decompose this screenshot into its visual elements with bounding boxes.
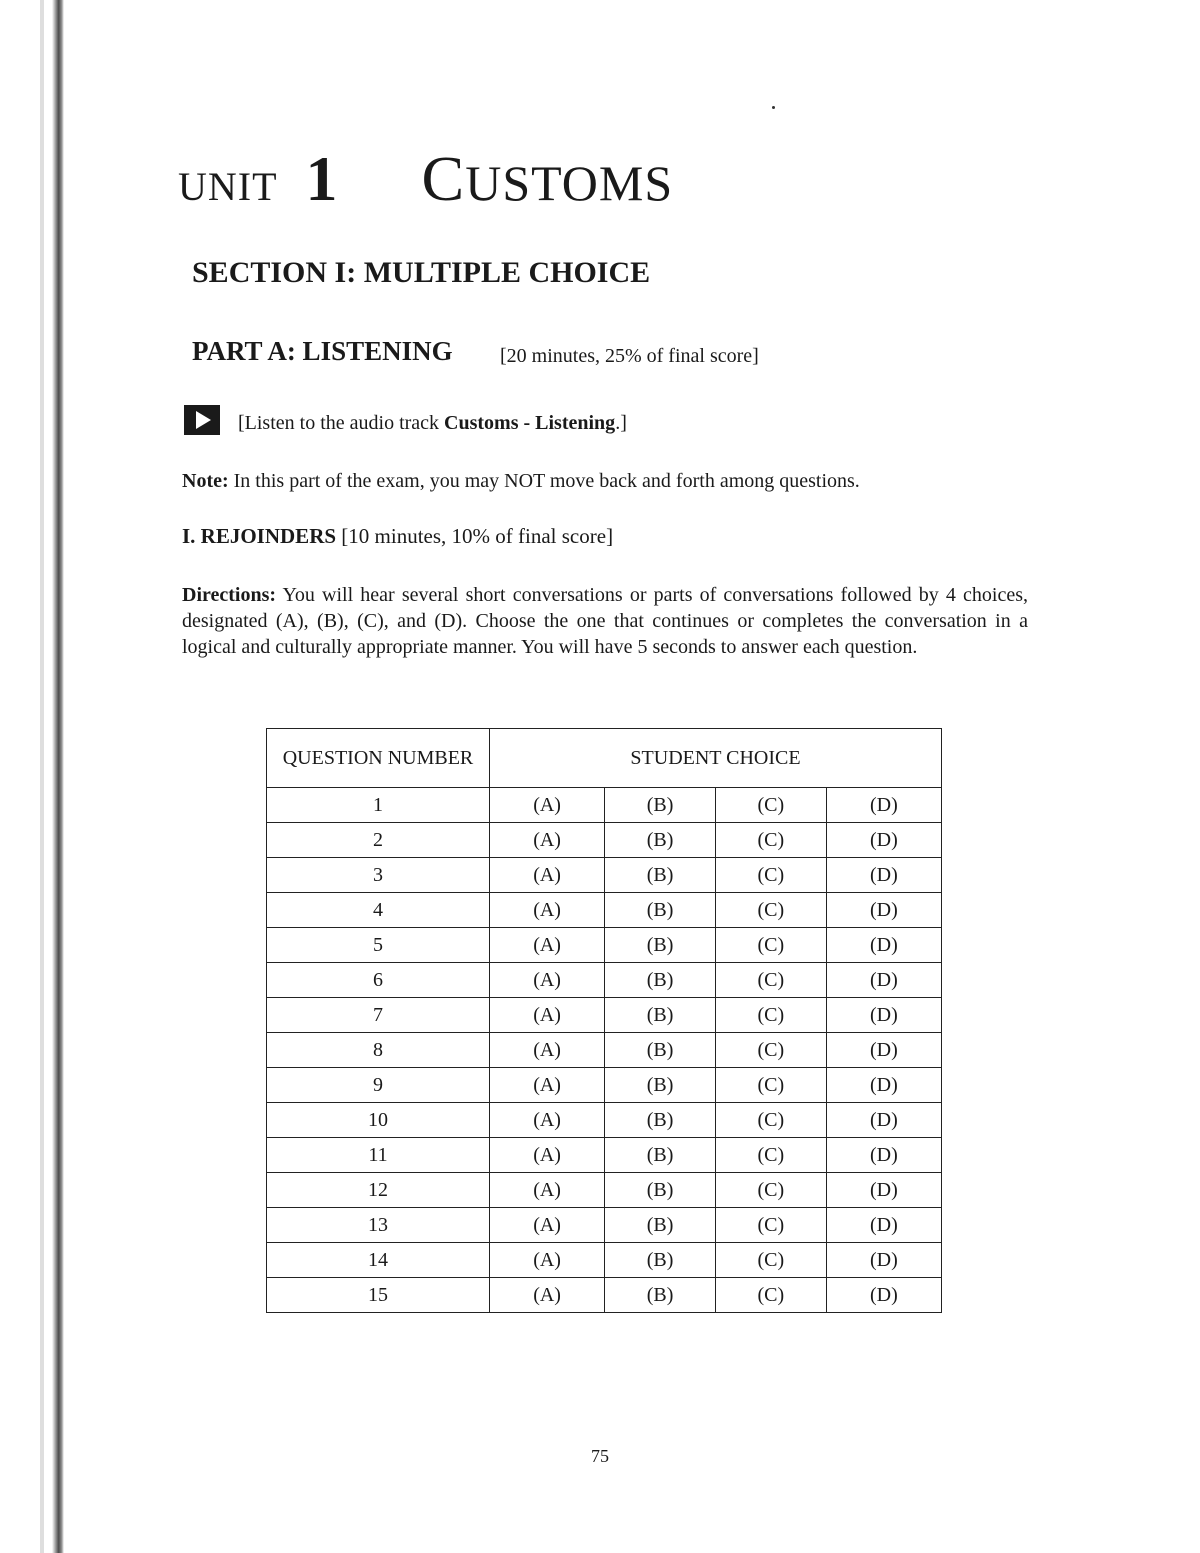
choice-cell-c[interactable]: (C) <box>715 998 826 1033</box>
choice-cell-c[interactable]: (C) <box>715 893 826 928</box>
choice-cell-a[interactable]: (A) <box>490 788 605 823</box>
choice-cell-a[interactable]: (A) <box>490 858 605 893</box>
question-number-cell: 9 <box>267 1068 490 1103</box>
choice-cell-a[interactable]: (A) <box>490 928 605 963</box>
question-number-cell: 5 <box>267 928 490 963</box>
play-icon <box>184 405 220 435</box>
student-choice-header: STUDENT CHOICE <box>490 729 942 788</box>
part-title: PART A: LISTENING <box>192 336 453 366</box>
choice-cell-b[interactable]: (B) <box>605 1243 716 1278</box>
question-number-cell: 6 <box>267 963 490 998</box>
answer-row <box>267 1243 942 1278</box>
answer-row <box>267 998 942 1033</box>
answer-rows <box>267 788 942 1313</box>
answer-row <box>267 788 942 823</box>
answer-row <box>267 1208 942 1243</box>
answer-table <box>266 728 942 1313</box>
unit-word: UNIT <box>178 164 278 209</box>
choice-cell-b[interactable]: (B) <box>605 928 716 963</box>
choice-cell-b[interactable]: (B) <box>605 1278 716 1313</box>
choice-cell-b[interactable]: (B) <box>605 1033 716 1068</box>
choice-cell-b[interactable]: (B) <box>605 893 716 928</box>
question-number-cell: 3 <box>267 858 490 893</box>
question-number-header: QUESTION NUMBER <box>267 729 490 788</box>
choice-cell-d[interactable]: (D) <box>826 788 941 823</box>
directions-paragraph <box>182 582 1028 660</box>
unit-name-rest: USTOMS <box>465 155 674 211</box>
choice-cell-c[interactable]: (C) <box>715 1278 826 1313</box>
choice-cell-c[interactable]: (C) <box>715 963 826 998</box>
unit-title <box>178 140 673 212</box>
question-number-cell: 8 <box>267 1033 490 1068</box>
choice-cell-a[interactable]: (A) <box>490 1138 605 1173</box>
choice-cell-d[interactable]: (D) <box>826 963 941 998</box>
page-number: 75 <box>591 1446 609 1466</box>
choice-cell-a[interactable]: (A) <box>490 1208 605 1243</box>
answer-row <box>267 1068 942 1103</box>
choice-cell-d[interactable]: (D) <box>826 1103 941 1138</box>
choice-cell-d[interactable]: (D) <box>826 1068 941 1103</box>
choice-cell-c[interactable]: (C) <box>715 858 826 893</box>
choice-cell-a[interactable]: (A) <box>490 963 605 998</box>
choice-cell-c[interactable]: (C) <box>715 1033 826 1068</box>
choice-cell-c[interactable]: (C) <box>715 1138 826 1173</box>
choice-cell-c[interactable]: (C) <box>715 1103 826 1138</box>
rejoinders-note: [10 minutes, 10% of final score] <box>336 524 614 548</box>
choice-cell-d[interactable]: (D) <box>826 1173 941 1208</box>
choice-cell-b[interactable]: (B) <box>605 963 716 998</box>
choice-cell-c[interactable]: (C) <box>715 1068 826 1103</box>
choice-cell-b[interactable]: (B) <box>605 823 716 858</box>
answer-row <box>267 928 942 963</box>
choice-cell-c[interactable]: (C) <box>715 788 826 823</box>
choice-cell-b[interactable]: (B) <box>605 1103 716 1138</box>
choice-cell-a[interactable]: (A) <box>490 1068 605 1103</box>
question-number-cell: 15 <box>267 1278 490 1313</box>
question-number-cell: 11 <box>267 1138 490 1173</box>
choice-cell-a[interactable]: (A) <box>490 823 605 858</box>
question-number-cell: 4 <box>267 893 490 928</box>
choice-cell-d[interactable]: (D) <box>826 998 941 1033</box>
section-title: SECTION I: MULTIPLE CHOICE <box>192 256 651 289</box>
choice-cell-b[interactable]: (B) <box>605 1068 716 1103</box>
choice-cell-a[interactable]: (A) <box>490 893 605 928</box>
choice-cell-b[interactable]: (B) <box>605 1138 716 1173</box>
question-number-cell: 2 <box>267 823 490 858</box>
choice-cell-a[interactable]: (A) <box>490 998 605 1033</box>
answer-row <box>267 963 942 998</box>
choice-cell-c[interactable]: (C) <box>715 1173 826 1208</box>
choice-cell-d[interactable]: (D) <box>826 1243 941 1278</box>
note-line <box>182 470 860 493</box>
choice-cell-d[interactable]: (D) <box>826 1138 941 1173</box>
choice-cell-c[interactable]: (C) <box>715 1243 826 1278</box>
scan-speck <box>772 106 775 109</box>
choice-cell-a[interactable]: (A) <box>490 1243 605 1278</box>
choice-cell-c[interactable]: (C) <box>715 928 826 963</box>
choice-cell-b[interactable]: (B) <box>605 788 716 823</box>
choice-cell-d[interactable]: (D) <box>826 928 941 963</box>
choice-cell-d[interactable]: (D) <box>826 1208 941 1243</box>
choice-cell-c[interactable]: (C) <box>715 823 826 858</box>
rejoinders-label: I. REJOINDERS <box>182 524 337 548</box>
choice-cell-b[interactable]: (B) <box>605 1173 716 1208</box>
directions-label: Directions: <box>182 584 277 606</box>
choice-cell-d[interactable]: (D) <box>826 858 941 893</box>
answer-row <box>267 1103 942 1138</box>
question-number-cell: 1 <box>267 788 490 823</box>
choice-cell-a[interactable]: (A) <box>490 1033 605 1068</box>
choice-cell-d[interactable]: (D) <box>826 1278 941 1313</box>
choice-cell-b[interactable]: (B) <box>605 998 716 1033</box>
listen-instruction <box>238 412 627 435</box>
page-binding-edge <box>52 0 64 1553</box>
scan-edge-shadow <box>40 0 44 1553</box>
question-number-cell: 14 <box>267 1243 490 1278</box>
choice-cell-d[interactable]: (D) <box>826 823 941 858</box>
question-number-cell: 7 <box>267 998 490 1033</box>
listen-suffix: .] <box>615 412 627 434</box>
choice-cell-d[interactable]: (D) <box>826 893 941 928</box>
choice-cell-a[interactable]: (A) <box>490 1278 605 1313</box>
question-number-cell: 10 <box>267 1103 490 1138</box>
choice-cell-c[interactable]: (C) <box>715 1208 826 1243</box>
question-number-cell: 13 <box>267 1208 490 1243</box>
answer-row <box>267 1033 942 1068</box>
answer-table-header <box>267 729 942 788</box>
answer-row <box>267 1138 942 1173</box>
rejoinders-heading <box>182 524 613 549</box>
answer-row <box>267 1278 942 1313</box>
choice-cell-a[interactable]: (A) <box>490 1173 605 1208</box>
choice-cell-d[interactable]: (D) <box>826 1033 941 1068</box>
answer-row <box>267 1173 942 1208</box>
question-number-cell: 12 <box>267 1173 490 1208</box>
answer-row <box>267 858 942 893</box>
choice-cell-a[interactable]: (A) <box>490 1103 605 1138</box>
answer-row <box>267 893 942 928</box>
note-label: Note: <box>182 470 229 492</box>
listen-prefix: [Listen to the audio track <box>238 412 445 434</box>
unit-number: 1 <box>305 143 338 214</box>
choice-cell-b[interactable]: (B) <box>605 858 716 893</box>
unit-name-initial: C <box>421 143 466 214</box>
audio-track-name: Customs - Listening <box>444 412 616 434</box>
choice-cell-b[interactable]: (B) <box>605 1208 716 1243</box>
note-text: In this part of the exam, you may NOT move back and forth among questions. <box>228 470 860 492</box>
unit-name <box>422 143 674 214</box>
answer-row <box>267 823 942 858</box>
directions-text: You will hear several short conversations or parts of conversations followed by 4 choices, designated (A), (B), (C), and (D). Choose the one that continues or completes the conversation in a logical and culturally appropriate manner. You will have 5 seconds to answer each question. <box>182 584 1028 658</box>
part-note: [20 minutes, 25% of final score] <box>500 345 759 367</box>
